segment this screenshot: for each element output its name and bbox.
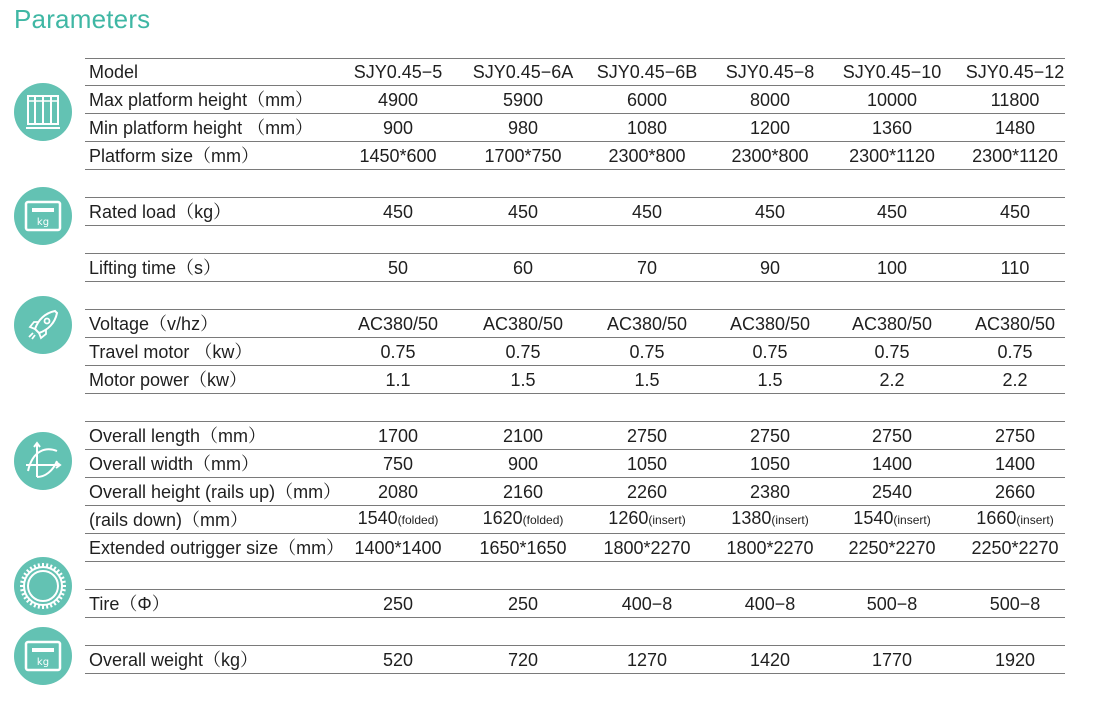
cell-note: (insert)	[1016, 513, 1054, 527]
cell-value: AC380/50	[357, 314, 439, 334]
row-label: Rated load（kg）	[89, 202, 232, 222]
cell-value: 1420	[749, 650, 791, 670]
cell-value: 11800	[990, 90, 1040, 110]
cell-value: 1270	[626, 650, 668, 670]
model-header: SJY0.45−10	[842, 62, 942, 82]
svg-text:kg: kg	[36, 217, 50, 228]
cell-value: 50	[387, 258, 409, 278]
row-label: Min platform height （mm）	[89, 118, 314, 138]
row-label: Platform size（mm）	[89, 146, 260, 166]
platform-grid-icon	[14, 83, 72, 141]
cell-value: 60	[512, 258, 534, 278]
cell-value: 0.75	[752, 342, 788, 362]
row-label: Extended outrigger size（mm）	[89, 538, 345, 558]
cell-value: 1700	[377, 426, 419, 446]
cell-value: AC380/50	[851, 314, 933, 334]
table-row	[85, 506, 1065, 534]
row-label: Overall height (rails up)（mm）	[89, 482, 342, 502]
cell-value: 1620(folded)	[482, 508, 564, 528]
cell-value: 0.75	[997, 342, 1033, 362]
cell-value: AC380/50	[482, 314, 564, 334]
row-label: Max platform height（mm）	[89, 90, 314, 110]
cell-value: 1540(insert)	[853, 508, 931, 528]
table-row	[85, 366, 1065, 394]
table-row	[85, 478, 1065, 506]
cell-value: 980	[507, 118, 539, 138]
cell-value: 1.1	[385, 370, 411, 390]
cell-value: 1800*2270	[726, 538, 814, 558]
page-title: Parameters	[14, 4, 151, 34]
table-row	[85, 310, 1065, 338]
cell-value: 0.75	[505, 342, 541, 362]
cell-value: 1450*600	[359, 146, 437, 166]
cell-value: AC380/50	[729, 314, 811, 334]
cell-value: 2660	[994, 482, 1036, 502]
cell-value: 1700*750	[484, 146, 562, 166]
row-label: Motor power（kw）	[89, 370, 248, 390]
cell-value: 2.2	[1002, 370, 1028, 390]
header-label: Model	[89, 62, 139, 82]
model-header: SJY0.45−12	[965, 62, 1065, 82]
tire-gear-icon	[14, 557, 72, 615]
separator-row	[85, 618, 1065, 646]
cell-note: (insert)	[648, 513, 686, 527]
cell-value: 2.2	[879, 370, 905, 390]
cell-note: (insert)	[771, 513, 809, 527]
cell-value: 520	[382, 650, 414, 670]
cell-value: 1800*2270	[603, 538, 691, 558]
row-label: Lifting time（s）	[89, 258, 222, 278]
cell-value: 720	[507, 650, 539, 670]
cell-value: 0.75	[629, 342, 665, 362]
cell-value: 400−8	[744, 594, 796, 614]
cell-value: 2300*1120	[972, 146, 1058, 166]
cell-note: (insert)	[893, 513, 931, 527]
cell-value: 70	[636, 258, 658, 278]
cell-value: 2380	[749, 482, 791, 502]
cell-value: 500−8	[866, 594, 918, 614]
cell-value: 2250*2270	[848, 538, 936, 558]
cell-value: 450	[754, 202, 786, 222]
separator-row	[85, 394, 1065, 422]
cell-value: 1.5	[510, 370, 536, 390]
cell-value: 2260	[626, 482, 668, 502]
cell-value: 2750	[626, 426, 668, 446]
cell-value: 6000	[626, 90, 668, 110]
cell-value: 8000	[749, 90, 791, 110]
cell-value: 2300*800	[731, 146, 809, 166]
model-header: SJY0.45−8	[725, 62, 815, 82]
row-label: Overall weight（kg）	[89, 650, 259, 670]
cell-value: 900	[382, 118, 414, 138]
cell-note: (folded)	[522, 513, 564, 527]
cell-value: 250	[507, 594, 539, 614]
row-label: Overall length（mm）	[89, 426, 267, 446]
cell-value: 100	[876, 258, 908, 278]
model-header: SJY0.45−5	[353, 62, 443, 82]
cell-value: AC380/50	[974, 314, 1056, 334]
row-label: Tire（Φ）	[89, 594, 170, 614]
cell-value: 2250*2270	[971, 538, 1059, 558]
separator-row	[85, 226, 1065, 254]
cell-value: 1660(insert)	[976, 508, 1054, 528]
cell-value: 1260(insert)	[608, 508, 686, 528]
table-row	[85, 590, 1065, 618]
table-row	[85, 254, 1065, 282]
cell-value: 450	[876, 202, 908, 222]
cell-value: 5900	[502, 90, 544, 110]
cell-value: 4900	[377, 90, 419, 110]
cell-value: 0.75	[380, 342, 416, 362]
cell-value: 1.5	[757, 370, 783, 390]
row-label: (rails down)（mm）	[89, 510, 249, 530]
cell-value: 2100	[502, 426, 544, 446]
cell-value: 1770	[871, 650, 913, 670]
cell-value: 450	[382, 202, 414, 222]
separator-row	[85, 282, 1065, 310]
cell-value: 2750	[994, 426, 1036, 446]
cell-value: 10000	[866, 90, 918, 110]
cell-value: 750	[382, 454, 414, 474]
cell-value: 1400	[871, 454, 913, 474]
cell-note: (folded)	[397, 513, 439, 527]
weight-kg-icon	[14, 187, 72, 245]
table-row	[85, 198, 1065, 226]
table-header-row	[85, 58, 1065, 86]
cell-value: 1650*1650	[479, 538, 567, 558]
cell-value: 450	[507, 202, 539, 222]
cell-value: 1400	[994, 454, 1036, 474]
table-row	[85, 114, 1065, 142]
separator-row	[85, 170, 1065, 198]
cell-value: 110	[1000, 258, 1030, 278]
weight-kg-icon-2	[14, 627, 72, 685]
cell-value: 450	[631, 202, 663, 222]
cell-value: 400−8	[621, 594, 673, 614]
cell-value: 2080	[377, 482, 419, 502]
model-header: SJY0.45−6B	[596, 62, 698, 82]
cell-value: 250	[382, 594, 414, 614]
table-row	[85, 142, 1065, 170]
table-row	[85, 338, 1065, 366]
cell-value: 2300*800	[608, 146, 686, 166]
row-label: Travel motor （kw）	[89, 342, 253, 362]
table-row	[85, 450, 1065, 478]
cell-value: 2750	[749, 426, 791, 446]
cell-value: 900	[507, 454, 539, 474]
row-label: Overall width（mm）	[89, 454, 260, 474]
cell-value: 500−8	[989, 594, 1041, 614]
cell-value: AC380/50	[606, 314, 688, 334]
cell-value: 1480	[994, 118, 1036, 138]
cell-value: 1380(insert)	[731, 508, 809, 528]
cell-value: 1080	[626, 118, 668, 138]
separator-row	[85, 562, 1065, 590]
model-header: SJY0.45−6A	[472, 62, 574, 82]
table-row	[85, 422, 1065, 450]
row-label: Voltage（v/hz）	[89, 314, 219, 334]
table-row	[85, 646, 1065, 674]
cell-value: 2300*1120	[849, 146, 935, 166]
cell-value: 0.75	[874, 342, 910, 362]
cell-value: 1050	[749, 454, 791, 474]
axes-curve-icon	[14, 432, 72, 490]
cell-value: 2160	[502, 482, 544, 502]
cell-value: 1540(folded)	[357, 508, 439, 528]
table-row	[85, 534, 1065, 562]
table-row	[85, 86, 1065, 114]
cell-value: 1920	[994, 650, 1036, 670]
cell-value: 1400*1400	[354, 538, 442, 558]
cell-value: 2750	[871, 426, 913, 446]
cell-value: 90	[759, 258, 781, 278]
cell-value: 450	[999, 202, 1031, 222]
cell-value: 1200	[749, 118, 791, 138]
rocket-icon	[14, 296, 72, 354]
cell-value: 1050	[626, 454, 668, 474]
svg-text:kg: kg	[36, 657, 50, 668]
cell-value: 2540	[871, 482, 913, 502]
cell-value: 1.5	[634, 370, 660, 390]
cell-value: 1360	[871, 118, 913, 138]
